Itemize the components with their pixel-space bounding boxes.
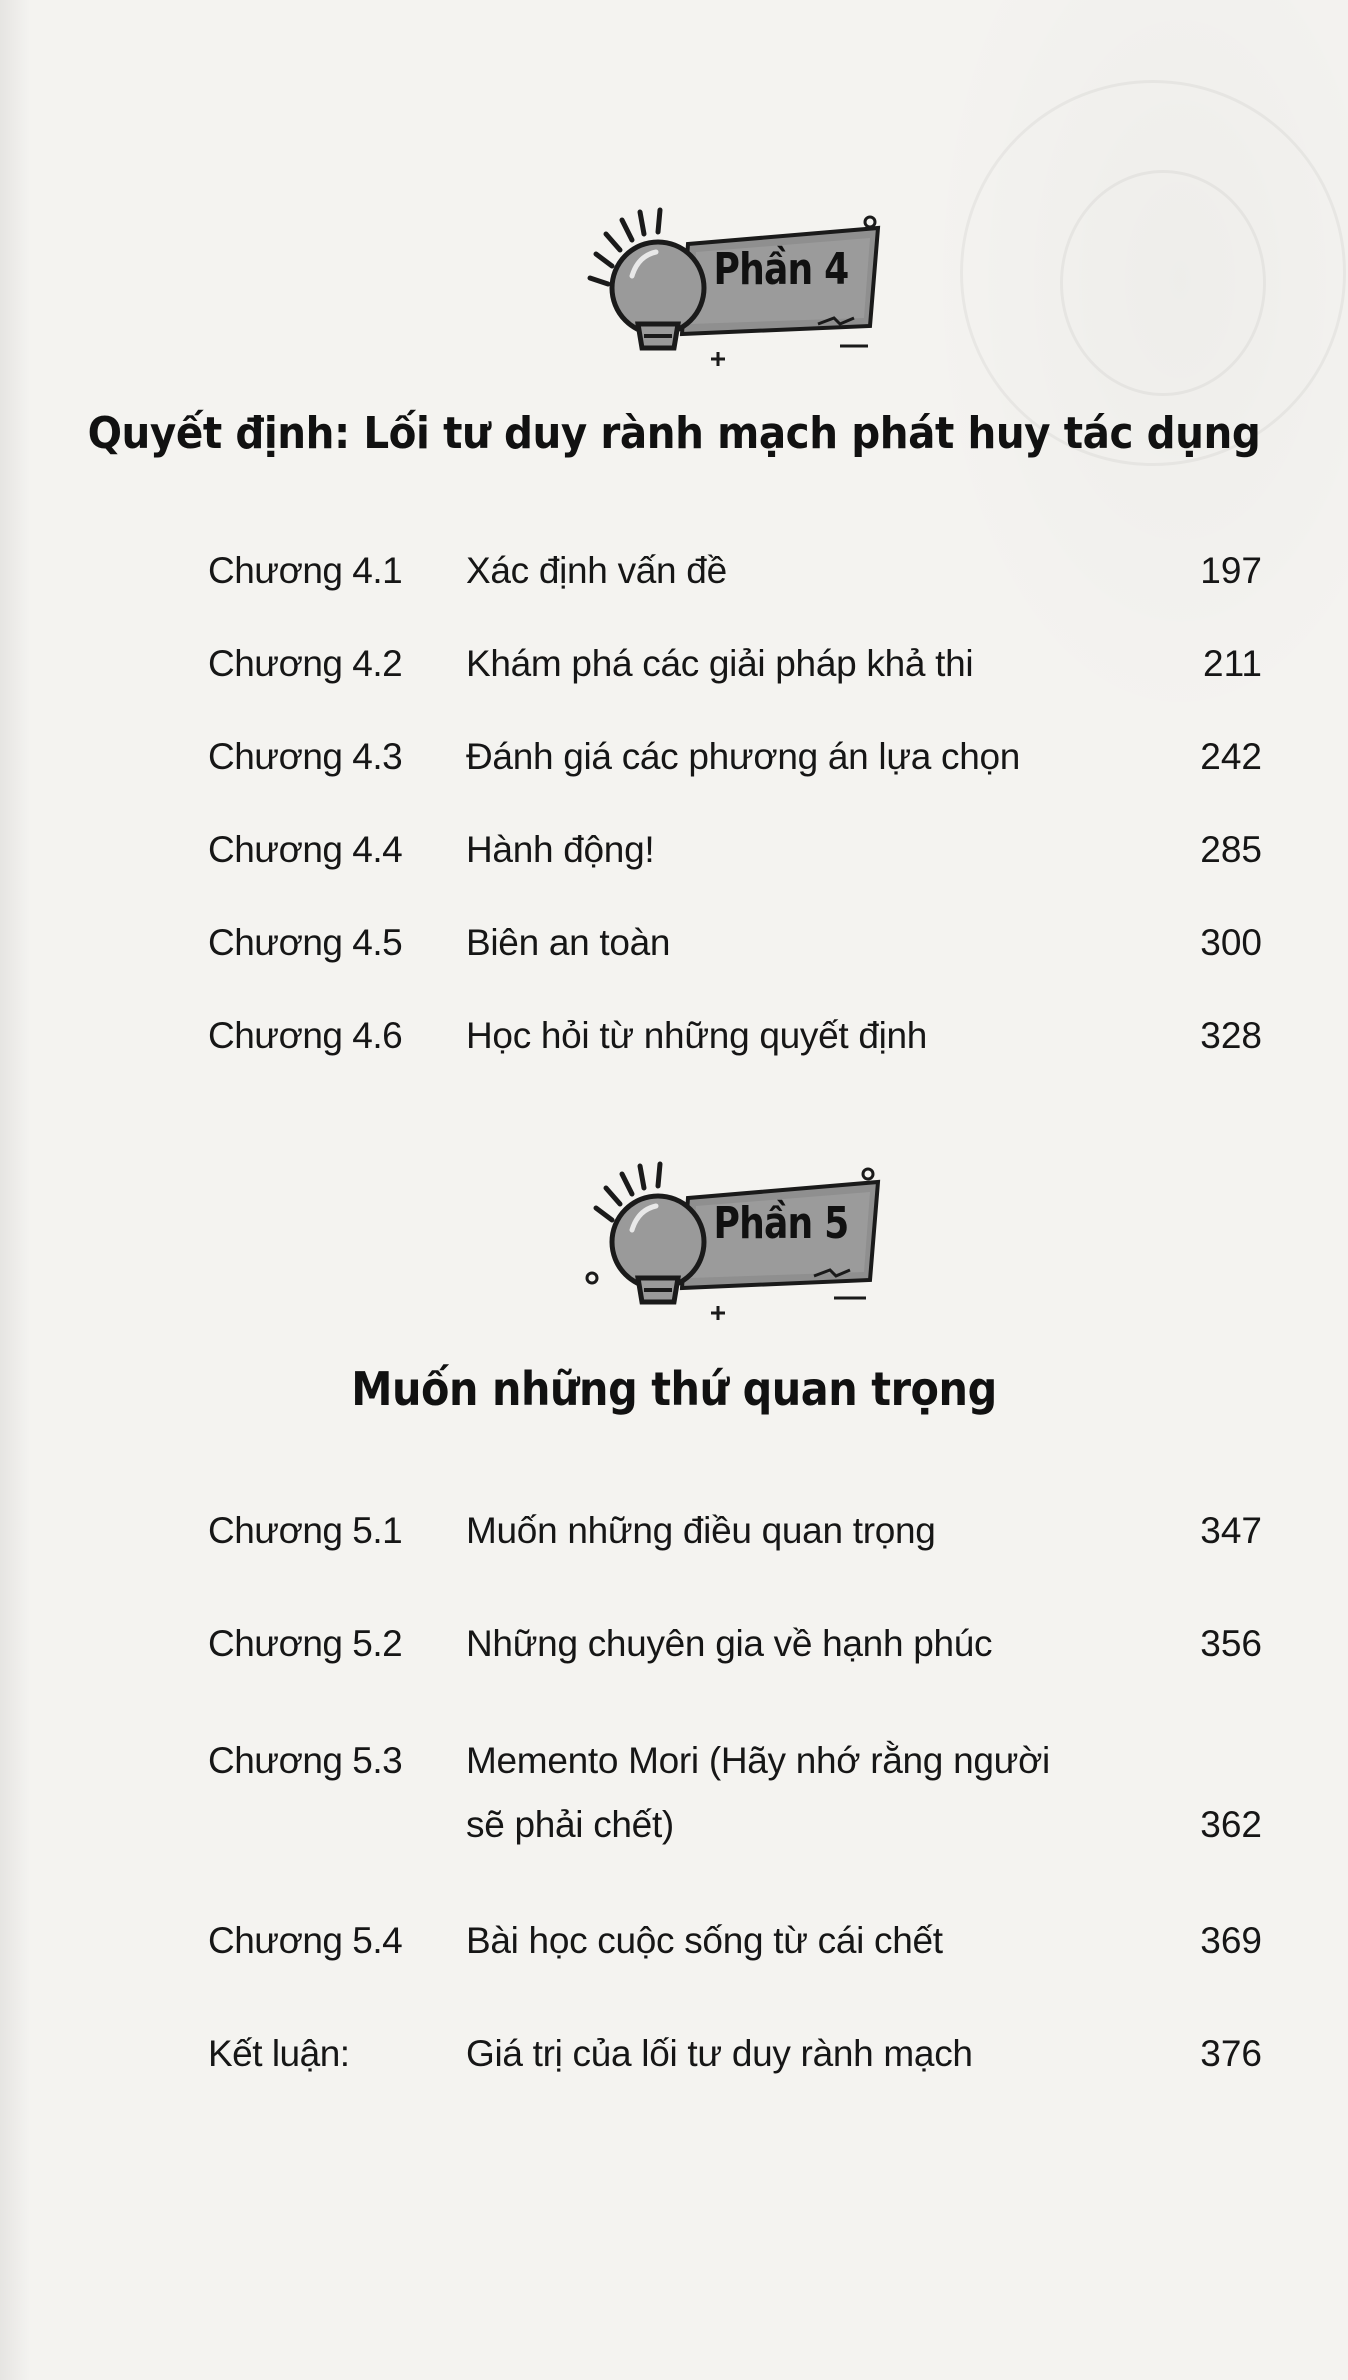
chapter-number: Chương 4.5 <box>208 922 403 963</box>
chapter-number: Chương 4.3 <box>208 736 403 777</box>
page-number: 285 <box>1200 829 1262 870</box>
chapter-title-line2: sẽ phải chết) <box>466 1804 674 1845</box>
page-number: 242 <box>1200 736 1262 777</box>
toc-entry[interactable] <box>0 1920 1348 1980</box>
chapter-title: Biên an toàn <box>466 922 671 963</box>
page-number: 197 <box>1200 550 1262 591</box>
toc-entry[interactable] <box>0 829 1348 889</box>
page-number: 211 <box>1203 643 1262 684</box>
page-number: 362 <box>1200 1804 1262 1845</box>
toc-entry[interactable] <box>0 1015 1348 1075</box>
page-number: 369 <box>1200 1920 1262 1961</box>
chapter-number: Kết luận: <box>208 2033 350 2074</box>
page-number: 356 <box>1200 1623 1262 1664</box>
chapter-title: Memento Mori (Hãy nhớ rằng người <box>466 1740 1050 1781</box>
chapter-title: Hành động! <box>466 829 655 870</box>
toc-entry[interactable] <box>0 1740 1348 1870</box>
chapter-title: Muốn những điều quan trọng <box>466 1510 936 1551</box>
part5-badge-label: Phần 5 <box>713 1198 849 1249</box>
chapter-number: Chương 4.2 <box>208 643 403 684</box>
part4-badge <box>578 206 898 366</box>
chapter-number: Chương 4.6 <box>208 1015 403 1056</box>
part5-heading: Muốn những thứ quan trọng <box>351 1362 997 1416</box>
chapter-title: Giá trị của lối tư duy rành mạch <box>466 2033 973 2074</box>
toc-entry[interactable] <box>0 2033 1348 2093</box>
chapter-title: Những chuyên gia về hạnh phúc <box>466 1623 993 1664</box>
part5-badge <box>578 1160 898 1320</box>
toc-entry[interactable] <box>0 643 1348 703</box>
page-number: 376 <box>1200 2033 1262 2074</box>
chapter-title: Bài học cuộc sống từ cái chết <box>466 1920 943 1961</box>
part4-heading: Quyết định: Lối tư duy rành mạch phát huy tác dụng <box>87 408 1261 459</box>
toc-entry[interactable] <box>0 1623 1348 1683</box>
toc-entry[interactable] <box>0 736 1348 796</box>
chapter-title: Khám phá các giải pháp khả thi <box>466 643 974 684</box>
chapter-title: Xác định vấn đề <box>466 550 727 591</box>
chapter-title: Đánh giá các phương án lựa chọn <box>466 736 1021 777</box>
chapter-number: Chương 5.1 <box>208 1510 403 1551</box>
toc-entry[interactable] <box>0 922 1348 982</box>
part4-badge-label: Phần 4 <box>713 244 849 295</box>
chapter-number: Chương 4.1 <box>208 550 403 591</box>
chapter-title: Học hỏi từ những quyết định <box>466 1015 928 1056</box>
ghost-bulb-outline-2 <box>1060 170 1266 396</box>
page-number: 300 <box>1200 922 1262 963</box>
chapter-number: Chương 5.4 <box>208 1920 403 1961</box>
chapter-number: Chương 5.3 <box>208 1740 403 1781</box>
toc-entry[interactable] <box>0 550 1348 610</box>
page-number: 347 <box>1200 1510 1262 1551</box>
toc-entry[interactable] <box>0 1510 1348 1570</box>
chapter-number: Chương 5.2 <box>208 1623 403 1664</box>
chapter-number: Chương 4.4 <box>208 829 403 870</box>
page-number: 328 <box>1200 1015 1262 1056</box>
